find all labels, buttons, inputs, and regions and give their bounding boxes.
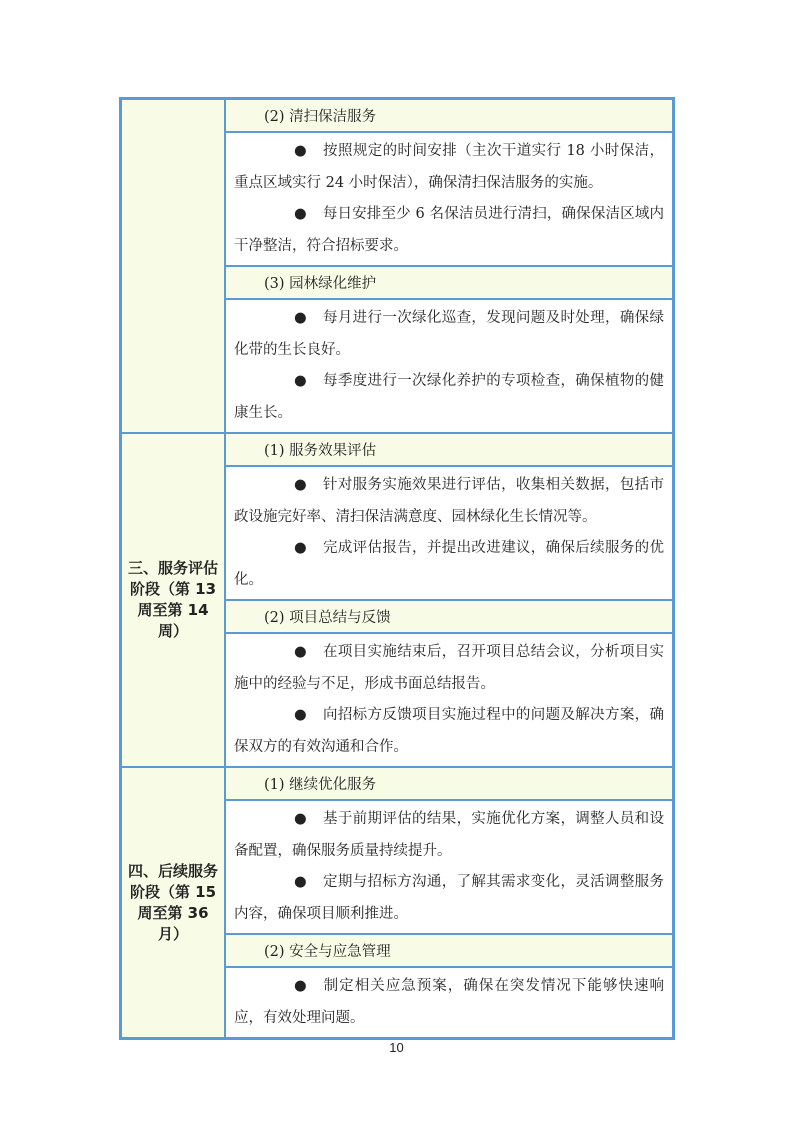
section-title: (2) 清扫保洁服务 <box>225 99 674 133</box>
bullet-text: 每月进行一次绿化巡查，发现问题及时处理，确保绿化带的生长良好。 <box>234 310 664 358</box>
bullet-text: 制定相关应急预案，确保在突发情况下能够快速响应，有效处理问题。 <box>234 978 664 1026</box>
section-content <box>225 633 674 767</box>
bullet-item <box>234 366 664 429</box>
bullet-item <box>234 199 664 262</box>
bullet-item <box>234 637 664 700</box>
bullet-text: 定期与招标方沟通，了解其需求变化，灵活调整服务内容，确保项目顺利推进。 <box>234 874 664 922</box>
bullet-icon: ● <box>294 540 307 556</box>
page-number: 10 <box>389 1040 404 1055</box>
phase-label: 四、后续服务阶段（第 15 周至第 36 月） <box>121 767 226 1039</box>
section-title: (1) 服务效果评估 <box>225 433 674 466</box>
section-title: (3) 园林绿化维护 <box>225 266 674 299</box>
bullet-icon: ● <box>294 978 307 994</box>
bullet-icon: ● <box>294 310 307 326</box>
bullet-text: 按照规定的时间安排（主次干道实行 18 小时保洁，重点区域实行 24 小时保洁），确保清扫保洁服务的实施。 <box>234 143 664 191</box>
bullet-text: 每日安排至少 6 名保洁员进行清扫，确保保洁区域内干净整洁，符合招标要求。 <box>234 206 664 254</box>
schedule-table <box>119 97 675 1040</box>
section-content <box>225 299 674 433</box>
section-title: (2) 安全与应急管理 <box>225 934 674 967</box>
phase-label <box>121 99 226 434</box>
bullet-icon: ● <box>294 206 307 222</box>
bullet-text: 基于前期评估的结果，实施优化方案，调整人员和设备配置，确保服务质量持续提升。 <box>234 811 664 859</box>
section-content <box>225 132 674 266</box>
bullet-text: 针对服务实施效果进行评估，收集相关数据，包括市政设施完好率、清扫保洁满意度、园林绿化生长情况等。 <box>234 477 664 525</box>
section-title: (2) 项目总结与反馈 <box>225 600 674 633</box>
bullet-icon: ● <box>294 644 307 660</box>
phase-label: 三、服务评估阶段（第 13 周至第 14 周） <box>121 433 226 767</box>
bullet-icon: ● <box>294 874 307 890</box>
bullet-icon: ● <box>294 707 307 723</box>
bullet-item <box>234 470 664 533</box>
bullet-icon: ● <box>294 477 307 493</box>
bullet-text: 向招标方反馈项目实施过程中的问题及解决方案，确保双方的有效沟通和合作。 <box>234 707 664 755</box>
bullet-item <box>234 700 664 763</box>
bullet-item <box>234 804 664 867</box>
bullet-item <box>234 867 664 930</box>
section-content <box>225 466 674 600</box>
bullet-icon: ● <box>294 143 307 159</box>
section-content <box>225 967 674 1039</box>
section-title: (1) 继续优化服务 <box>225 767 674 800</box>
bullet-text: 完成评估报告，并提出改进建议，确保后续服务的优化。 <box>234 540 664 588</box>
bullet-item <box>234 971 664 1034</box>
bullet-text: 每季度进行一次绿化养护的专项检查，确保植物的健康生长。 <box>234 373 664 421</box>
bullet-text: 在项目实施结束后，召开项目总结会议，分析项目实施中的经验与不足，形成书面总结报告。 <box>234 644 664 692</box>
bullet-item <box>234 533 664 596</box>
section-content <box>225 800 674 934</box>
bullet-icon: ● <box>294 811 307 827</box>
bullet-item <box>234 136 664 199</box>
bullet-item <box>234 303 664 366</box>
bullet-icon: ● <box>294 373 307 389</box>
